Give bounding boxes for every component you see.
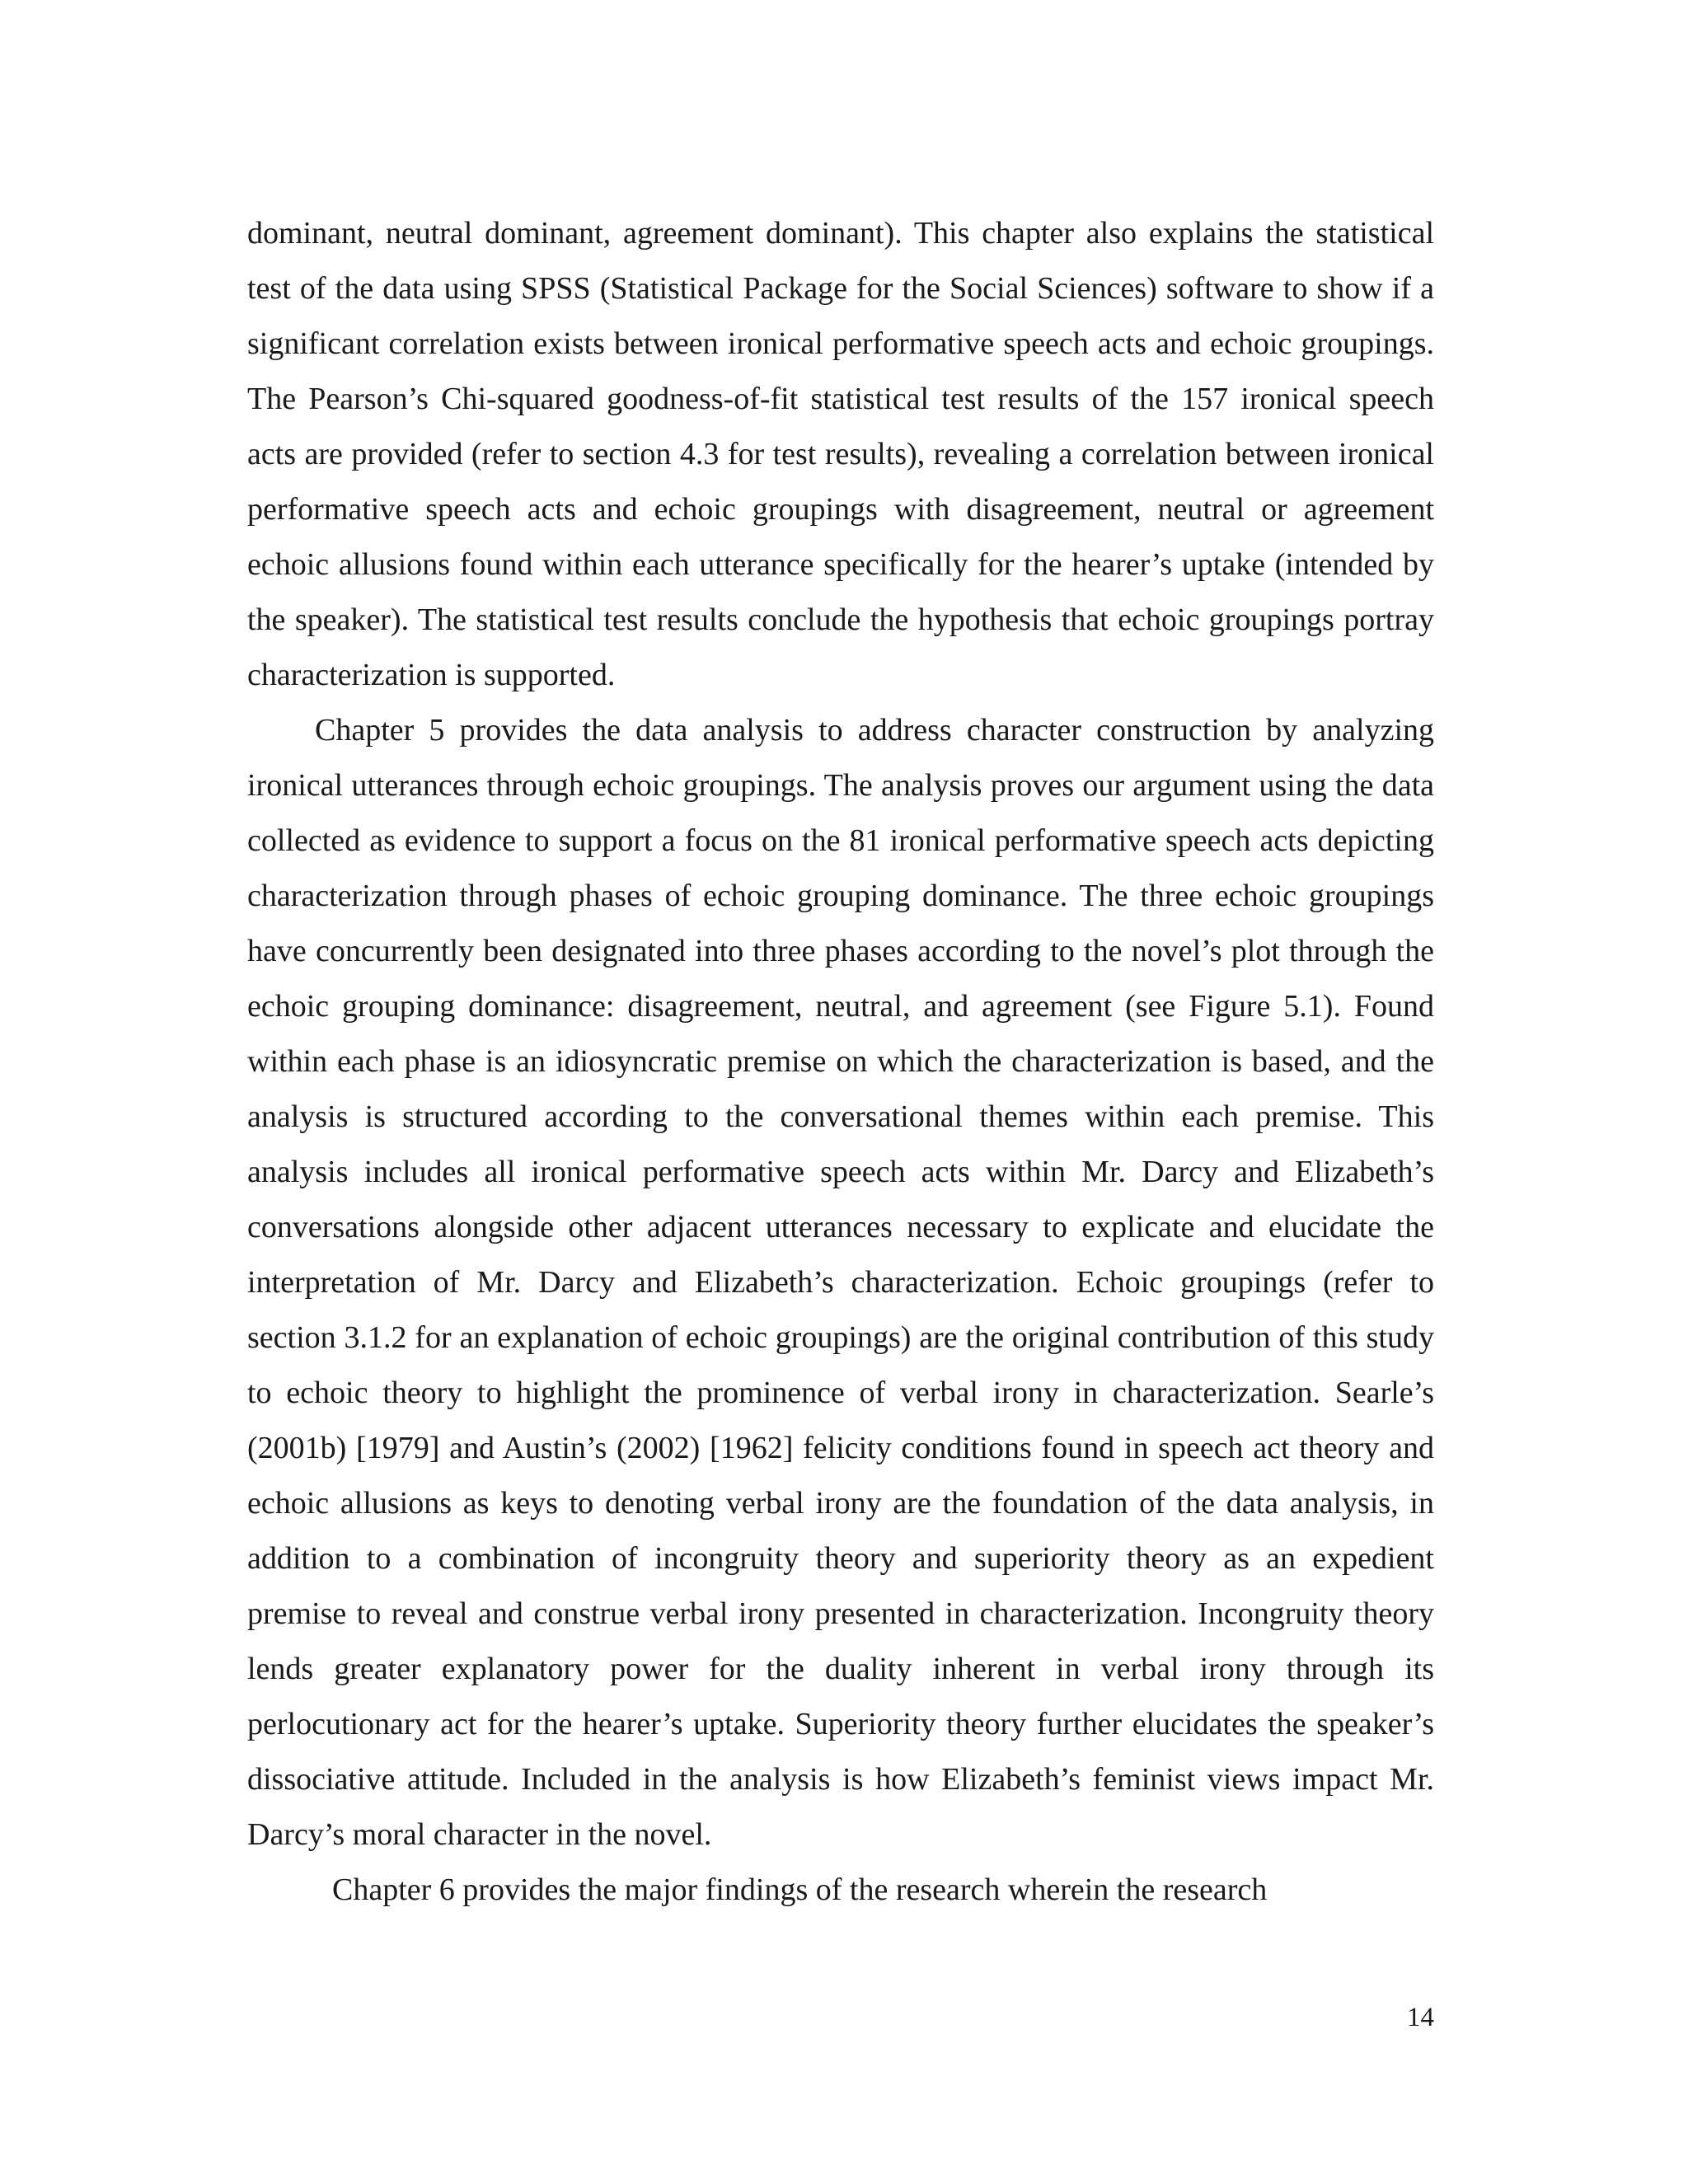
paragraph-continuation: dominant, neutral dominant, agreement dominant). This chapter also explains the statistical test of the data using SPSS (Statistical Package for the Social Sciences) software to show if a significant correlation exists between ironical performative speech acts and echoic groupings. The Pearson’s Chi-squared goodness-of-fit statistical test results of the 157 ironical speech acts are provided (refer to section 4.3 for test results), revealing a correlation between ironical performative speech acts and echoic groupings with disagreement, neutral or agreement echoic allusions found within each utterance specifically for the hearer’s uptake (intended by the speaker). The statistical test results conclude the hypothesis that echoic groupings portray characterization is supported. (247, 216, 1434, 692)
page-number: 14 (1407, 2003, 1434, 2032)
body-text (247, 206, 1434, 1918)
paragraph-chapter-5: Chapter 5 provides the data analysis to address character construction by analyzing ironical utterances through echoic groupings. The analysis proves our argument using the data collected as evidence to support a focus on the 81 ironical performative speech acts depicting characterization through phases of echoic grouping dominance. The three echoic groupings have concurrently been designated into three phases according to the novel’s plot through the echoic grouping dominance: disagreement, neutral, and agreement (see Figure 5.1). Found within each phase is an idiosyncratic premise on which the characterization is based, and the analysis is structured according to the conversational themes within each premise. This analysis includes all ironical performative speech acts within Mr. Darcy and Elizabeth’s conversations alongside other adjacent utterances necessary to explicate and elucidate the interpretation of Mr. Darcy and Elizabeth’s characterization. Echoic groupings (refer to section 3.1.2 for an explanation of echoic groupings) are the original contribution of this study to echoic theory to highlight the prominence of verbal irony in characterization. Searle’s (2001b) [1979] and Austin’s (2002) [1962] felicity conditions found in speech act theory and echoic allusions as keys to denoting verbal irony are the foundation of the data analysis, in addition to a combination of incongruity theory and superiority theory as an expedient premise to reveal and construe verbal irony presented in characterization. Incongruity theory lends greater explanatory power for the duality inherent in verbal irony through its perlocutionary act for the hearer’s uptake. Superiority theory further elucidates the speaker’s dissociative attitude. Included in the analysis is how Elizabeth’s feminist views impact Mr. Darcy’s moral character in the novel. (247, 713, 1434, 1852)
paragraph-chapter-6: Chapter 6 provides the major findings of the research wherein the research (332, 1872, 1268, 1907)
